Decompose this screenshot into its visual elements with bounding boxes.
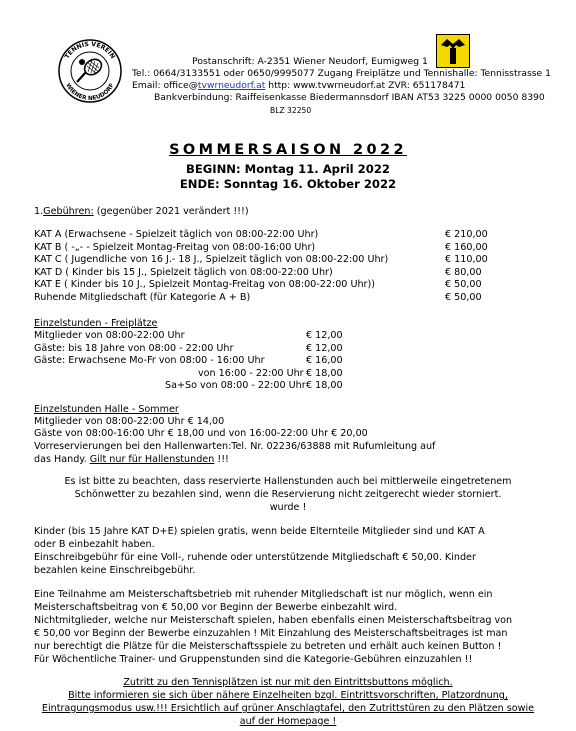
fee-row-label: Ruhende Mitgliedschaft (für Kategorie A + B) [34, 292, 251, 303]
fees-heading: 1.Gebühren: (gegenüber 2021 verändert !!!) [34, 206, 249, 217]
header-bank: Bankverbindung: Raiffeisenkasse Biedermannsdorf IBAN AT53 3225 0000 0050 8390 [154, 92, 545, 103]
email-link[interactable]: tvwrneudorf.at [197, 80, 266, 91]
footer-line-4: auf der Homepage ! [239, 716, 337, 727]
kids-line-2: oder B einbezahlt haben. [34, 539, 155, 550]
fee-row-price: € 50,00 [445, 279, 482, 291]
notice-line-1: Es ist bitte zu beachten, dass reservierte Hallenstunden auch bei mittlerweile eingetretenem [64, 476, 512, 487]
footer-line-3: Eintragungsmodus usw.!!! Ersichtlich auf grüner Anschlagtafel, den Zutrittstüren zu den Plätzen sowie [41, 703, 535, 714]
svg-text:WIENER NEUDORF [64, 83, 115, 103]
outdoor-row-label: Sa+So von 08:00 - 22:00 Uhr [165, 380, 306, 392]
footer-line-2: Bitte informieren sie sich über nähere Einzelheiten bzgl. Eintrittsvorschriften, Platzordnung, [68, 690, 508, 701]
hall-row-members: Mitglieder von 08:00-22:00 Uhr € 14,00 [34, 416, 225, 427]
hall-heading: Einzelstunden Halle - Sommer [34, 404, 179, 415]
championship-line-6: Für Wöchentliche Trainer- und Gruppenstunden sind die Kategorie-Gebühren einzuzahlen !! [34, 654, 473, 665]
fee-row-price: € 160,00 [445, 241, 488, 253]
championship-line-3: Nichtmitglieder, welche nur Meisterschaft spielen, haben ebenfalls einen Meisterschaftsbeitrag von [34, 615, 513, 626]
season-end: ENDE: Sonntag 16. Oktober 2022 [179, 177, 397, 191]
season-begin: BEGINN: Montag 11. April 2022 [186, 162, 390, 176]
fee-row-price: € 80,00 [445, 266, 482, 278]
page-title: SOMMERSAISON 2022 [169, 142, 407, 158]
fee-row-price: € 50,00 [445, 292, 482, 303]
header-blz: BLZ 32250 [270, 106, 312, 115]
kids-line-3: Einschreibgebühr für eine Voll-, ruhende oder unterstützende Mitgliedschaft € 50,00. Kinder [34, 552, 476, 563]
hall-row-guests: Gäste von 08:00-16:00 Uhr € 18,00 und von 16:00-22:00 Uhr € 20,00 [34, 428, 368, 439]
outdoor-row-price: € 18,00 [306, 380, 343, 392]
championship-line-5: nur berechtigt die Plätze für die Meisterschaftsspiele zu betreten und erhält auch keinen Button ! [34, 641, 502, 652]
outdoor-row-label: Mitglieder von 08:00-22:00 Uhr [34, 330, 185, 341]
hall-reservation-2: das Handy. Gilt nur für Hallenstunden !!! [34, 454, 229, 465]
outdoor-row-price: € 12,00 [306, 330, 343, 341]
outdoor-row-label: von 16:00 - 22:00 Uhr [198, 367, 304, 379]
logo-text-top: TENNIS VEREIN [63, 40, 117, 61]
club-logo [57, 38, 123, 104]
kids-line-1: Kinder (bis 15 Jahre KAT D+E) spielen gratis, wenn beide Elternteile Mitglieder sind und KAT A [34, 526, 485, 537]
fee-row-price: € 110,00 [445, 254, 488, 266]
hall-reservation: Vorreservierungen bei den Hallenwarten:Tel. Nr. 02236/63888 mit Rufumleitung auf [34, 441, 436, 452]
championship-line-1: Eine Teilnahme am Meisterschaftsbetrieb mit ruhender Mitgliedschaft ist nur möglich, wenn ein [34, 589, 493, 600]
fee-row-label: KAT E ( Kinder bis 10 J., Spielzeit Montag-Freitag von 08:00-22:00 Uhr)) [34, 279, 375, 291]
outdoor-row-price: € 12,00 [306, 342, 343, 354]
outdoor-row-label: Gäste: Erwachsene Mo-Fr von 08:00 - 16:00 Uhr [34, 355, 265, 367]
notice-line-3: wurde ! [269, 502, 307, 513]
fee-row-label: KAT D ( Kinder bis 15 J., Spielzeit täglich von 08:00-22:00 Uhr) [34, 266, 333, 278]
header-contact: Email: office@tvwrneudorf.at http: www.tvwrneudorf.at ZVR: 651178471 [132, 80, 466, 91]
outdoor-heading: Einzelstunden - Freiplätze [34, 318, 158, 329]
logo-text-bottom: WIENER NEUDORF [64, 82, 116, 103]
outdoor-row-price: € 16,00 [306, 355, 343, 367]
championship-line-2: Meisterschaftsbeitrag von € 50,00 vor Beginn der Bewerbe einbezahlt wird. [34, 602, 398, 613]
footer-line-1: Zutritt zu den Tennisplätzen ist nur mit den Eintrittsbuttons möglich. [123, 677, 453, 688]
outdoor-row-price: € 18,00 [306, 367, 343, 379]
header-phone: Tel.: 0664/3133551 oder 0650/9995077 Zugang Freiplätze und Tennishalle: Tennisstrasse 1 [132, 68, 551, 79]
fee-row-label: KAT B ( -„- - Spielzeit Montag-Freitag von 08:00-16:00 Uhr) [34, 241, 316, 253]
header-address: Postanschrift: A-2351 Wiener Neudorf, Eumigweg 1 [192, 56, 428, 67]
fee-row-label: KAT A (Erwachsene - Spielzeit täglich von 08:00-22:00 Uhr) [34, 229, 319, 240]
fee-row-price: € 210,00 [445, 229, 488, 240]
kids-line-4: bezahlen keine Einschreibgebühr. [34, 565, 196, 576]
notice-line-2: Schönwetter zu bezahlen sind, wenn die Reservierung nicht zeitgerecht wieder storniert. [74, 489, 502, 500]
outdoor-row-label: Gäste: bis 18 Jahre von 08:00 - 22:00 Uhr [34, 342, 234, 354]
championship-line-4: € 50,00 vor Beginn der Bewerbe einzuzahlen ! Mit Einzahlung des Meisterschaftsbeitrages ist man [34, 628, 508, 639]
fee-row-label: KAT C ( Jugendliche von 16 J.- 18 J., Spielzeit täglich von 08:00-22:00 Uhr) [34, 254, 389, 266]
